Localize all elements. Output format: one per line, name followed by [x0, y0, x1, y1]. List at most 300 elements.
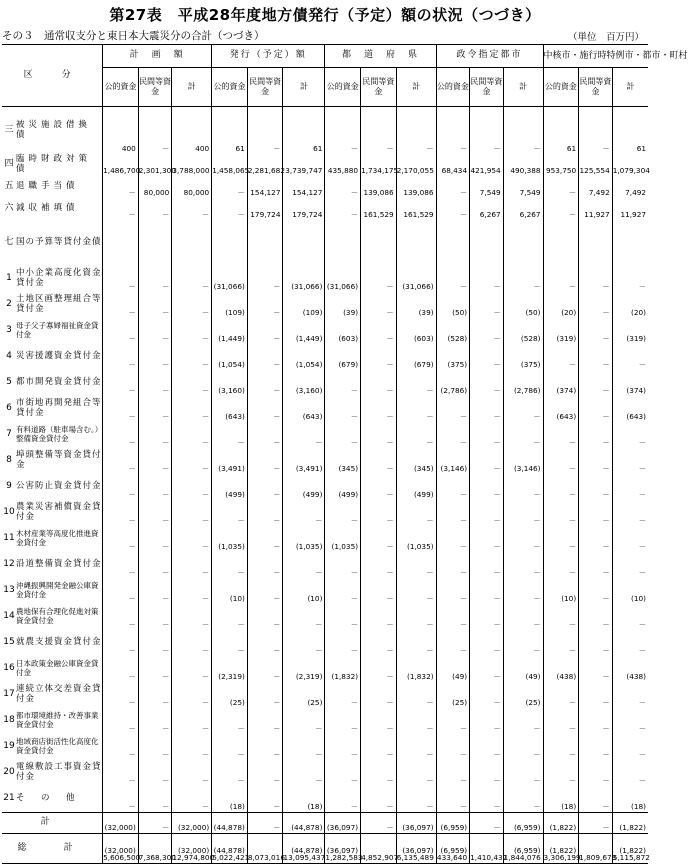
- row-label: [2, 292, 103, 318]
- table-cell: 400: [172, 107, 212, 155]
- table-cell: (3,491): [212, 448, 248, 474]
- table-cell: －: [247, 526, 283, 552]
- total-cell-bottom: 3,306,199: [543, 853, 581, 863]
- table-cell: －: [612, 500, 648, 526]
- table-cell: －: [543, 682, 579, 708]
- table-cell: －: [172, 552, 212, 578]
- table-cell: －: [579, 578, 613, 604]
- table-cell: (10): [543, 578, 579, 604]
- table-cell: (20): [543, 292, 579, 318]
- row-text: 農地保有合理化促進対策資金貸付金: [16, 607, 99, 625]
- table-cell: (10): [283, 578, 325, 604]
- table-cell: －: [361, 760, 397, 786]
- table-cell: －: [247, 786, 283, 813]
- row-number: 14: [3, 611, 15, 622]
- table-cell: 2,281,682: [247, 154, 283, 176]
- total-cell: [543, 834, 579, 864]
- table-cell: [325, 220, 361, 266]
- row-number: 2: [6, 299, 12, 310]
- table-cell: －: [503, 266, 543, 292]
- total-cell: [103, 834, 139, 864]
- table-cell: －: [612, 708, 648, 734]
- table-cell: －: [503, 396, 543, 422]
- table-cell: －: [212, 552, 248, 578]
- table-cell: －: [325, 552, 361, 578]
- row-label: [2, 107, 103, 155]
- table-cell: －: [247, 266, 283, 292]
- row-text: 農業災害補償資金貸付金: [16, 502, 102, 522]
- table-cell: 61: [543, 107, 579, 155]
- subcol-header: 民間等資金: [361, 68, 397, 107]
- table-cell: (345): [396, 448, 436, 474]
- table-row: [2, 708, 648, 734]
- table-cell: －: [579, 630, 613, 656]
- table-cell: －: [325, 176, 361, 198]
- table-cell: (25): [283, 682, 325, 708]
- total-cell-bottom: 1,410,437: [470, 853, 508, 863]
- table-cell: (643): [283, 396, 325, 422]
- table-cell: －: [579, 292, 613, 318]
- table-cell: [470, 220, 504, 266]
- table-cell: －: [361, 500, 397, 526]
- table-cell: 2,170,055: [396, 154, 436, 176]
- row-number: 18: [3, 715, 15, 726]
- table-row: [2, 344, 648, 370]
- row-number: 16: [3, 663, 15, 674]
- table-cell: －: [436, 396, 470, 422]
- subcol-header: 民間等資金: [247, 68, 283, 107]
- table-cell: －: [543, 198, 579, 220]
- table-cell: (50): [436, 292, 470, 318]
- table-cell: －: [612, 604, 648, 630]
- table-cell: －: [283, 708, 325, 734]
- table-cell: －: [503, 107, 543, 155]
- row-number: 20: [3, 767, 15, 778]
- sum-cell: －: [361, 813, 397, 834]
- table-cell: －: [138, 552, 172, 578]
- table-cell: －: [103, 266, 139, 292]
- table-cell: －: [247, 708, 283, 734]
- table-cell: －: [103, 318, 139, 344]
- table-row: [2, 604, 648, 630]
- table-cell: －: [361, 107, 397, 155]
- table-row: [2, 266, 648, 292]
- table-cell: (3,491): [283, 448, 325, 474]
- table-cell: (2,786): [503, 370, 543, 396]
- table-subtitle: その３ 通常収支分と東日本大震災分の合計（つづき）: [2, 30, 265, 42]
- table-cell: －: [325, 734, 361, 760]
- table-cell: －: [361, 630, 397, 656]
- row-label: [2, 448, 103, 474]
- table-cell: －: [543, 176, 579, 198]
- table-cell: －: [247, 552, 283, 578]
- table-cell: －: [543, 760, 579, 786]
- row-number: 17: [3, 689, 15, 700]
- table-cell: －: [503, 552, 543, 578]
- row-text: 地域商店街活性化高度化資金貸付金: [16, 737, 99, 755]
- table-cell: －: [543, 552, 579, 578]
- table-cell: －: [579, 526, 613, 552]
- table-cell: 161,529: [361, 198, 397, 220]
- table-cell: －: [103, 396, 139, 422]
- table-cell: －: [612, 552, 648, 578]
- sum-cell: (6,959): [503, 813, 543, 834]
- table-cell: (375): [436, 344, 470, 370]
- table-cell: －: [103, 500, 139, 526]
- sum-cell: －: [247, 813, 283, 834]
- table-cell: －: [436, 578, 470, 604]
- row-label: [2, 220, 103, 266]
- table-cell: －: [138, 318, 172, 344]
- row-number: 8: [6, 455, 12, 466]
- total-cell-bottom: 13,095,437: [283, 853, 326, 863]
- row-text: 電線敷設工事資金貸付金: [16, 762, 102, 782]
- table-cell: －: [579, 786, 613, 813]
- table-cell: －: [103, 474, 139, 500]
- table-cell: －: [470, 474, 504, 500]
- table-cell: －: [396, 708, 436, 734]
- table-cell: －: [172, 396, 212, 422]
- table-cell: [543, 220, 579, 266]
- table-cell: 400: [103, 107, 139, 155]
- total-cell-top: (36,097): [402, 845, 434, 855]
- total-cell-top: (32,000): [104, 845, 136, 855]
- table-cell: －: [579, 604, 613, 630]
- table-cell: －: [361, 526, 397, 552]
- table-cell: －: [396, 630, 436, 656]
- sum-cell: (36,097): [325, 813, 361, 834]
- table-cell: －: [579, 318, 613, 344]
- row-label-header: 区 分: [2, 45, 103, 107]
- table-cell: (438): [612, 656, 648, 682]
- table-cell: －: [325, 682, 361, 708]
- table-cell: －: [579, 760, 613, 786]
- table-cell: －: [503, 474, 543, 500]
- table-title: 第27表 平成28年度地方債発行（予定）額の状況（つづき）: [109, 6, 541, 24]
- table-cell: －: [503, 500, 543, 526]
- total-cell-bottom: 1,844,076: [503, 853, 541, 863]
- table-cell: －: [138, 448, 172, 474]
- table-cell: (643): [612, 396, 648, 422]
- table-cell: 953,750: [543, 154, 579, 176]
- table-cell: －: [470, 734, 504, 760]
- row-number: 4: [6, 351, 12, 362]
- table-cell: －: [138, 292, 172, 318]
- table-cell: (319): [612, 318, 648, 344]
- table-cell: (345): [325, 448, 361, 474]
- table-cell: －: [396, 370, 436, 396]
- table-cell: －: [396, 604, 436, 630]
- table-cell: (438): [543, 656, 579, 682]
- table-cell: 139,086: [361, 176, 397, 198]
- table-cell: －: [325, 604, 361, 630]
- table-cell: (319): [543, 318, 579, 344]
- table-cell: 61: [283, 107, 325, 155]
- table-cell: －: [436, 176, 470, 198]
- row-number: 12: [3, 559, 15, 570]
- table-cell: －: [361, 578, 397, 604]
- table-cell: －: [172, 760, 212, 786]
- table-cell: －: [503, 786, 543, 813]
- table-cell: －: [470, 786, 504, 813]
- table-cell: －: [172, 292, 212, 318]
- table-cell: －: [247, 107, 283, 155]
- table-cell: －: [172, 422, 212, 448]
- table-cell: －: [138, 344, 172, 370]
- table-cell: －: [103, 370, 139, 396]
- table-cell: －: [470, 292, 504, 318]
- total-cell-bottom: 4,852,907: [361, 853, 399, 863]
- table-cell: －: [543, 422, 579, 448]
- table-cell: (374): [612, 370, 648, 396]
- table-cell: (2,319): [212, 656, 248, 682]
- row-text: そ の 他: [16, 793, 79, 804]
- table-cell: －: [172, 198, 212, 220]
- table-cell: (1,035): [212, 526, 248, 552]
- table-cell: －: [396, 760, 436, 786]
- sum-cell: －: [579, 813, 613, 834]
- table-cell: (375): [503, 344, 543, 370]
- table-cell: －: [138, 500, 172, 526]
- table-row: [2, 500, 648, 526]
- total-cell: [612, 834, 648, 864]
- table-cell: (3,146): [503, 448, 543, 474]
- table-cell: －: [470, 396, 504, 422]
- subcol-header: 計: [396, 68, 436, 107]
- subcol-header: 公的資金: [212, 68, 248, 107]
- group-header-prefectures: 都 道 府 県: [325, 45, 436, 68]
- table-cell: －: [579, 682, 613, 708]
- subcol-header: 計: [172, 68, 212, 107]
- total-cell-top: (6,959): [440, 845, 468, 855]
- table-cell: －: [361, 552, 397, 578]
- row-number: 六: [4, 203, 14, 214]
- table-cell: －: [172, 318, 212, 344]
- table-cell: －: [283, 422, 325, 448]
- total-cell: [325, 834, 361, 864]
- table-cell: 11,927: [579, 198, 613, 220]
- table-row: [2, 107, 648, 155]
- row-label: [2, 370, 103, 396]
- total-row: [2, 834, 648, 864]
- table-cell: －: [543, 474, 579, 500]
- total-cell: [138, 834, 176, 864]
- table-cell: －: [396, 500, 436, 526]
- table-cell: 80,000: [138, 176, 172, 198]
- table-row: [2, 786, 648, 813]
- table-cell: 7,492: [612, 176, 648, 198]
- table-cell: －: [247, 578, 283, 604]
- table-cell: (2,319): [283, 656, 325, 682]
- table-cell: [138, 220, 172, 266]
- table-cell: －: [396, 552, 436, 578]
- table-row: [2, 760, 648, 786]
- table-cell: －: [361, 708, 397, 734]
- row-text: 埠頭整備等資金貸付金: [16, 450, 102, 470]
- table-cell: －: [212, 422, 248, 448]
- row-number: 三: [4, 124, 14, 135]
- group-header-core-cities: 中核市・施行時特例市・都市・町村: [543, 45, 648, 68]
- table-cell: －: [361, 604, 397, 630]
- table-cell: －: [283, 552, 325, 578]
- table-cell: 1,079,304: [612, 154, 648, 176]
- table-cell: 7,549: [470, 176, 504, 198]
- row-text: 木材産業等高度化推進資金貸付金: [16, 529, 99, 547]
- subcol-header: 公的資金: [325, 68, 361, 107]
- table-row: [2, 198, 648, 220]
- table-cell: －: [103, 552, 139, 578]
- table-cell: －: [361, 656, 397, 682]
- row-label: [2, 318, 103, 344]
- table-cell: －: [361, 448, 397, 474]
- table-cell: [361, 220, 397, 266]
- row-label: [2, 604, 103, 630]
- table-cell: 154,127: [283, 176, 325, 198]
- table-cell: －: [138, 760, 172, 786]
- table-cell: －: [247, 396, 283, 422]
- table-cell: －: [361, 682, 397, 708]
- row-text: 中小企業高度化資金貸付金: [16, 268, 102, 288]
- table-cell: －: [138, 604, 172, 630]
- table-cell: 1,458,065: [212, 154, 248, 176]
- table-cell: －: [503, 578, 543, 604]
- row-number: 11: [3, 533, 15, 544]
- table-cell: －: [103, 734, 139, 760]
- table-cell: －: [612, 630, 648, 656]
- table-cell: －: [283, 734, 325, 760]
- table-cell: －: [172, 708, 212, 734]
- row-number: 七: [4, 237, 14, 248]
- table-row: [2, 220, 648, 266]
- row-label: [2, 630, 103, 656]
- table-cell: －: [103, 448, 139, 474]
- row-number: 5: [6, 377, 12, 388]
- table-cell: －: [612, 474, 648, 500]
- table-cell: (49): [503, 656, 543, 682]
- table-cell: －: [103, 682, 139, 708]
- sum-cell: (1,822): [612, 813, 648, 834]
- table-cell: －: [396, 396, 436, 422]
- group-header-issued: 発行（予定）額: [212, 45, 325, 68]
- table-cell: －: [579, 344, 613, 370]
- table-cell: －: [579, 266, 613, 292]
- table-cell: －: [283, 604, 325, 630]
- row-text: 沿道整備資金貸付金: [16, 559, 102, 570]
- total-cell-bottom: 12,974,800: [172, 853, 215, 863]
- table-cell: －: [470, 708, 504, 734]
- total-cell: [172, 834, 215, 864]
- table-cell: －: [361, 370, 397, 396]
- table-cell: －: [436, 734, 470, 760]
- table-cell: －: [503, 708, 543, 734]
- table-cell: －: [503, 630, 543, 656]
- row-text: 都市環境維持・改善事業資金貸付金: [16, 711, 99, 729]
- table-cell: －: [172, 474, 212, 500]
- table-cell: －: [172, 266, 212, 292]
- row-number: 7: [6, 429, 12, 440]
- table-row: [2, 474, 648, 500]
- total-cell-top: (1,822): [619, 845, 646, 855]
- row-text: 国の予算等貸付金債: [16, 237, 102, 248]
- subcol-header: 計: [503, 68, 543, 107]
- table-cell: (1,054): [283, 344, 325, 370]
- row-label: [2, 578, 103, 604]
- table-cell: (3,160): [283, 370, 325, 396]
- table-cell: －: [361, 344, 397, 370]
- table-cell: 61: [212, 107, 248, 155]
- table-cell: (20): [612, 292, 648, 318]
- table-cell: －: [612, 344, 648, 370]
- table-cell: －: [172, 500, 212, 526]
- table-cell: －: [325, 630, 361, 656]
- subcol-header: 公的資金: [103, 68, 139, 107]
- table-cell: －: [436, 198, 470, 220]
- table-cell: －: [247, 760, 283, 786]
- table-cell: 6,267: [470, 198, 504, 220]
- table-cell: 7,492: [579, 176, 613, 198]
- row-label: [2, 176, 103, 198]
- table-cell: －: [361, 266, 397, 292]
- table-cell: －: [103, 526, 139, 552]
- table-row: [2, 448, 648, 474]
- table-cell: －: [212, 760, 248, 786]
- table-cell: (643): [212, 396, 248, 422]
- group-header-designated-cities: 政令指定都市: [436, 45, 543, 68]
- table-cell: (31,066): [212, 266, 248, 292]
- row-label: [2, 422, 103, 448]
- total-label: 総 計: [2, 834, 103, 864]
- table-cell: －: [470, 526, 504, 552]
- total-cell: [212, 834, 248, 864]
- row-text: 公害防止資金貸付金: [16, 481, 102, 492]
- table-row: [2, 370, 648, 396]
- table-cell: [396, 220, 436, 266]
- total-cell: [579, 834, 617, 864]
- table-cell: －: [436, 107, 470, 155]
- table-cell: －: [470, 422, 504, 448]
- table-cell: －: [247, 734, 283, 760]
- table-cell: －: [103, 422, 139, 448]
- table-cell: －: [470, 760, 504, 786]
- table-cell: －: [103, 630, 139, 656]
- table-cell: [436, 220, 470, 266]
- table-cell: (25): [436, 682, 470, 708]
- table-cell: －: [579, 396, 613, 422]
- row-label: [2, 198, 103, 220]
- table-cell: －: [172, 630, 212, 656]
- row-number: 3: [6, 325, 12, 336]
- table-cell: 3,788,000: [172, 154, 212, 176]
- table-cell: －: [283, 500, 325, 526]
- table-cell: －: [138, 526, 172, 552]
- row-label: [2, 154, 103, 176]
- table-cell: 7,549: [503, 176, 543, 198]
- table-cell: (39): [396, 292, 436, 318]
- table-cell: －: [138, 708, 172, 734]
- table-cell: (374): [543, 370, 579, 396]
- row-number: 五: [4, 181, 14, 192]
- table-row: [2, 396, 648, 422]
- table-cell: －: [503, 526, 543, 552]
- table-cell: －: [543, 708, 579, 734]
- table-cell: －: [325, 760, 361, 786]
- total-cell-bottom: 5,115,872: [612, 853, 650, 863]
- table-cell: (603): [396, 318, 436, 344]
- table-cell: －: [247, 422, 283, 448]
- row-text: 有料道路（駐車場含む。）整備資金貸付金: [16, 425, 99, 443]
- total-cell: [247, 834, 283, 864]
- row-text: 市街地再開発組合等貸付金: [16, 398, 102, 418]
